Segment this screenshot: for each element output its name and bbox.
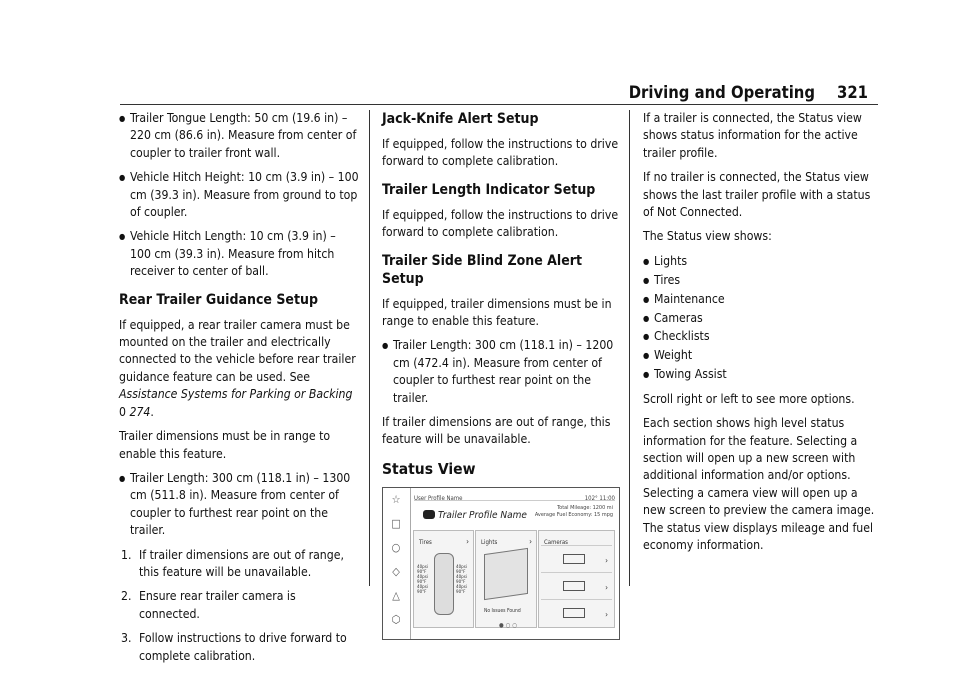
- section-heading: Status View: [382, 459, 476, 478]
- list-item: ● Tires: [643, 272, 883, 289]
- bullet-item: ● Trailer Length: 300 cm (118.1 in) – 1200 cm (472.4 in). Measure from center of coupler to furthest rear point on the trailer.: [382, 337, 622, 407]
- cameras-card: [538, 530, 615, 628]
- cross-reference-page[interactable]: 274: [129, 404, 151, 419]
- paragraph: [119, 317, 359, 421]
- paragraph: If trailer dimensions are out of range, this feature will be unavailable.: [382, 415, 611, 447]
- tire-values-left: 40psi 90°F 40psi 90°F 40psi 90°F: [417, 564, 428, 595]
- chevron-right-icon: ›: [605, 582, 608, 592]
- trailer-badge-icon: [423, 510, 435, 519]
- tire-values-right: 40psi 90°F 40psi 90°F 40psi 90°F: [456, 564, 467, 595]
- bullet-item: ● Trailer Tongue Length: 50 cm (19.6 in) – 220 cm (86.6 in). Measure from center of coupler to trailer front wall.: [119, 110, 359, 162]
- step-number: 3.: [121, 631, 132, 646]
- camera-row: [541, 572, 612, 598]
- step-item: [119, 630, 359, 665]
- status-view-screen-figure: [382, 487, 620, 640]
- paragraph: If a trailer is connected, the Status view shows status information for the active trailer profile.: [643, 111, 862, 160]
- list-item: ● Maintenance: [643, 291, 883, 308]
- column-3: [643, 110, 883, 561]
- step-item: [119, 547, 359, 582]
- step-text: Follow instructions to drive forward to complete calibration.: [139, 631, 347, 663]
- list-item: ● Weight: [643, 347, 883, 364]
- section-heading: Trailer Length Indicator Setup: [382, 181, 596, 198]
- column-divider: [369, 110, 370, 586]
- paragraph-text: .: [150, 404, 154, 419]
- paragraph: If equipped, trailer dimensions must be in range to enable this feature.: [382, 296, 612, 329]
- total-mileage: Total Mileage: 1200 mi: [557, 504, 613, 511]
- mileage-info: [535, 505, 613, 519]
- list-item: ● Towing Assist: [643, 366, 883, 383]
- user-profile-name: User Profile Name: [414, 494, 463, 502]
- trailer-profile-title: [423, 507, 527, 524]
- no-issues-text: No Issues Found: [484, 608, 521, 615]
- paragraph: Trailer dimensions must be in range to enable this feature.: [119, 429, 331, 461]
- camera-view-icon: [563, 554, 585, 564]
- cross-reference-link[interactable]: Assistance Systems for Parking or Backing: [119, 387, 353, 402]
- page-arrow-icon: 0: [119, 404, 126, 419]
- lights-card: [475, 530, 537, 628]
- column-2: [382, 110, 622, 640]
- column-divider: [629, 110, 630, 586]
- bullet-item: ● Trailer Length: 300 cm (118.1 in) – 1300 cm (511.8 in). Measure from center of coupler to furthest rear point on the trailer.: [119, 470, 359, 540]
- section-heading: Rear Trailer Guidance Setup: [119, 291, 318, 308]
- step-number: 1.: [121, 547, 132, 562]
- column-1: [119, 110, 359, 672]
- camera-view-icon: [563, 608, 585, 618]
- diamond-icon: ◇: [392, 564, 400, 578]
- section-heading: Trailer Side Blind Zone Alert Setup: [382, 252, 582, 287]
- vehicle-top-view: [434, 553, 454, 615]
- card-label: Lights: [481, 538, 498, 546]
- camera-view-icon: [563, 581, 585, 591]
- running-header: [629, 83, 868, 102]
- page-dots: ●○○: [499, 622, 520, 630]
- triangle-icon: △: [392, 588, 400, 602]
- paragraph: Scroll right or left to see more options.: [643, 391, 855, 406]
- chevron-right-icon: ›: [605, 609, 608, 619]
- trailer-image: [484, 548, 528, 600]
- step-text: If trailer dimensions are out of range, this feature will be unavailable.: [139, 547, 344, 579]
- list-item: ● Cameras: [643, 310, 883, 327]
- trailer-profile-name: Trailer Profile Name: [438, 509, 527, 521]
- chevron-right-icon: ›: [529, 536, 532, 546]
- hexagon-icon: ⬡: [391, 612, 401, 626]
- circle-icon: ○: [391, 540, 401, 554]
- header-rule: [120, 104, 878, 105]
- card-label: Cameras: [544, 538, 568, 546]
- bullet-item: ● Vehicle Hitch Length: 10 cm (3.9 in) – 100 cm (39.3 in). Measure from hitch receiver to center of ball.: [119, 228, 359, 280]
- card-label: Tires: [419, 538, 432, 546]
- chevron-right-icon: ›: [605, 555, 608, 565]
- camera-row: [541, 545, 612, 571]
- camera-row: [541, 599, 612, 625]
- list-item: ● Lights: [643, 253, 883, 270]
- tires-card: [413, 530, 474, 628]
- step-number: 2.: [121, 589, 132, 604]
- fuel-economy: Average Fuel Economy: 15 mpg: [534, 511, 613, 518]
- list-item: ● Checklists: [643, 328, 883, 345]
- paragraph: If equipped, follow the instructions to drive forward to complete calibration.: [382, 137, 619, 169]
- star-icon: ☆: [391, 492, 401, 506]
- step-text: Ensure rear trailer camera is connected.: [139, 589, 296, 621]
- screen-status-bar: [414, 490, 615, 501]
- paragraph: If no trailer is connected, the Status view shows the last trailer profile with a status of Not Connected.: [643, 170, 871, 220]
- temp-clock: 102° 11:00: [584, 494, 615, 502]
- chevron-right-icon: ›: [466, 536, 469, 546]
- section-heading: Jack-Knife Alert Setup: [382, 111, 539, 127]
- step-item: [119, 588, 359, 623]
- paragraph: The Status view shows:: [643, 229, 772, 244]
- section-title: Driving and Operating: [628, 83, 815, 102]
- paragraph: If equipped, follow the instructions to drive forward to complete calibration.: [382, 207, 619, 240]
- paragraph-text: If equipped, a rear trailer camera must be mounted on the trailer and electrically connected to the vehicle before rear trailer guidance feature can be used. See: [119, 317, 356, 384]
- bullet-item: ● Vehicle Hitch Height: 10 cm (3.9 in) – 100 cm (39.3 in). Measure from ground to top of coupler.: [119, 169, 359, 221]
- square-icon: □: [391, 516, 401, 530]
- paragraph: Each section shows high level status information for the feature. Selecting a section will open up a new screen with additional information and/or options. Selecting a camera view will open up a new screen to preview the camera image. The status view displays mileage and fuel economy information.: [643, 416, 875, 552]
- page-number: 321: [837, 83, 868, 102]
- screen-sidebar: [383, 488, 411, 639]
